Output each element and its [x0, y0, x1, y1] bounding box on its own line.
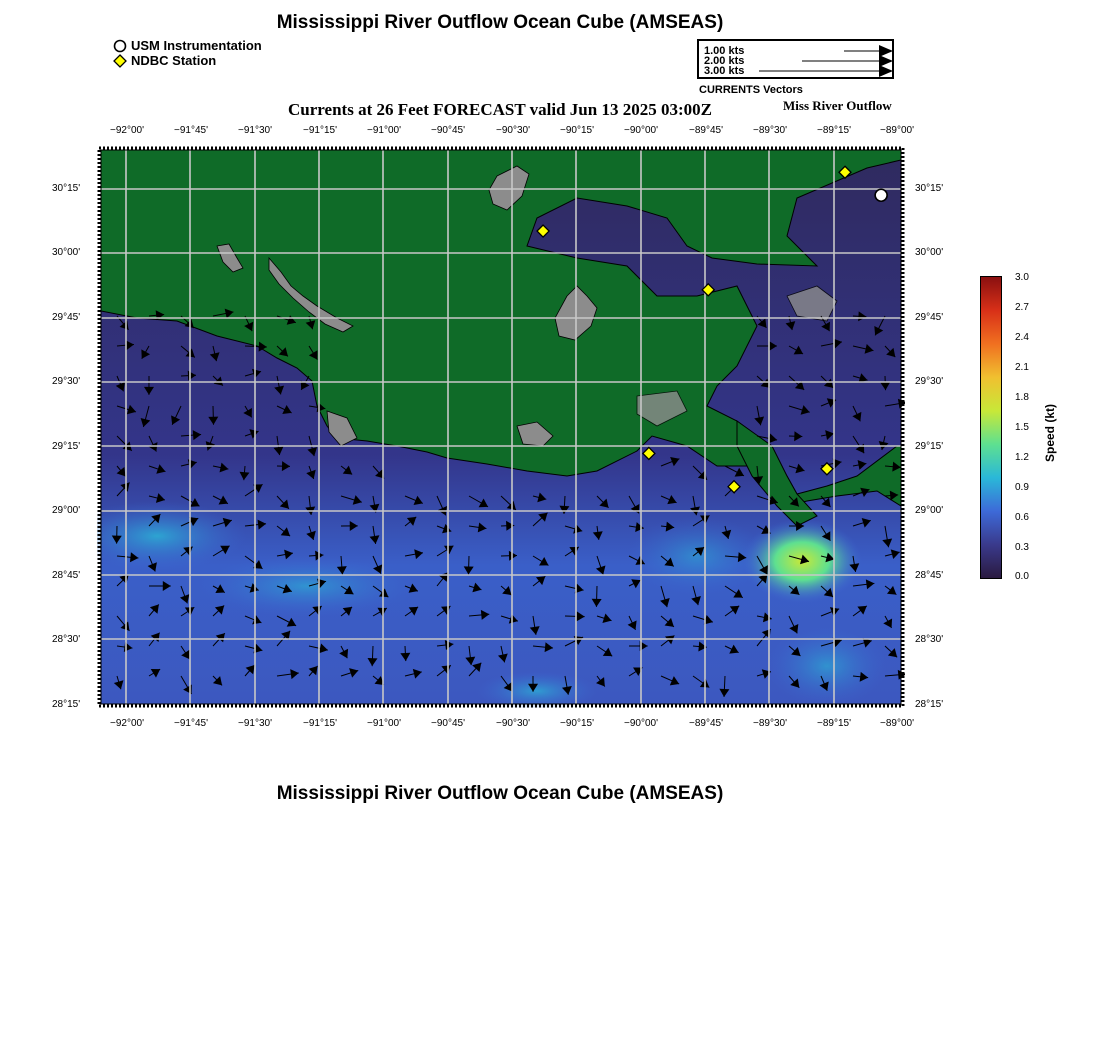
- legend-usm: [113, 38, 262, 53]
- lat-tick: 28°45': [915, 570, 944, 581]
- lon-tick: −91°00': [367, 125, 401, 136]
- lon-tick: −89°00': [880, 718, 914, 729]
- colorbar-tick: 2.1: [1015, 362, 1029, 373]
- lon-tick: −89°30': [753, 125, 787, 136]
- lon-tick: −89°15': [817, 718, 851, 729]
- vector-key: [697, 39, 894, 79]
- lat-tick: 29°00': [52, 505, 81, 516]
- lat-tick: 30°00': [52, 247, 81, 258]
- lon-tick: −92°00': [110, 125, 144, 136]
- current-speed-patch: [197, 556, 417, 616]
- lat-tick: 29°00': [915, 505, 944, 516]
- lon-tick: −91°45': [174, 125, 208, 136]
- lon-tick: −91°30': [238, 125, 272, 136]
- lat-tick: 28°30': [52, 634, 81, 645]
- yellow-diamond-icon: [113, 54, 127, 68]
- lat-tick: 30°00': [915, 247, 944, 258]
- vector-key-label: 2.00 kts: [704, 55, 745, 67]
- lon-tick: −91°15': [303, 125, 337, 136]
- region-label: Miss River Outflow: [783, 98, 892, 113]
- lon-tick: −91°45': [174, 718, 208, 729]
- lon-tick: −91°30': [238, 718, 272, 729]
- colorbar-gradient: [981, 277, 1001, 578]
- lat-tick: 29°30': [915, 376, 944, 387]
- lat-tick: 29°15': [915, 441, 944, 452]
- colorbar-tick: 1.2: [1015, 452, 1029, 463]
- colorbar-title: Speed (kt): [1043, 403, 1057, 462]
- footer-title: Mississippi River Outflow Ocean Cube (AMSEAS): [276, 783, 724, 804]
- lat-tick: 29°30': [52, 376, 81, 387]
- lat-tick: 28°45': [52, 570, 81, 581]
- colorbar-tick: 0.3: [1015, 542, 1029, 553]
- lon-tick: −92°00': [110, 718, 144, 729]
- lon-tick: −90°15': [560, 718, 594, 729]
- page-title: Mississippi River Outflow Ocean Cube (AMSEAS): [276, 12, 724, 33]
- map-subtitle: Currents at 26 Feet FORECAST valid Jun 13 2025 03:00Z: [288, 100, 712, 119]
- legend-ndbc: [113, 53, 216, 68]
- speed-colorbar: [980, 276, 1002, 579]
- vector-key-label: 1.00 kts: [704, 45, 745, 57]
- lat-tick: 28°15': [915, 699, 944, 710]
- lon-tick: −90°45': [431, 718, 465, 729]
- colorbar-tick: 0.9: [1015, 482, 1029, 493]
- lon-tick: −90°30': [496, 125, 530, 136]
- lat-tick: 28°15': [52, 699, 81, 710]
- legend-usm-label: USM Instrumentation: [131, 38, 262, 53]
- lon-tick: −89°15': [817, 125, 851, 136]
- colorbar-tick: 0.0: [1015, 571, 1029, 582]
- colorbar-tick: 1.8: [1015, 392, 1029, 403]
- lon-tick: −89°45': [689, 718, 723, 729]
- usm-station-marker[interactable]: [875, 189, 887, 201]
- vector-key-arrows: [699, 41, 894, 79]
- lon-tick: −90°45': [431, 125, 465, 136]
- colorbar-tick: 1.5: [1015, 422, 1029, 433]
- lat-tick: 30°15': [52, 183, 81, 194]
- legend-ndbc-label: NDBC Station: [131, 53, 217, 68]
- lat-tick: 29°45': [915, 312, 944, 323]
- lat-tick: 29°15': [52, 441, 81, 452]
- colorbar-tick: 0.6: [1015, 512, 1029, 523]
- lon-tick: −89°30': [753, 718, 787, 729]
- lat-tick: 29°45': [52, 312, 81, 323]
- current-speed-patch: [767, 626, 887, 706]
- lon-tick: −89°45': [689, 125, 723, 136]
- lat-tick: 30°15': [915, 183, 944, 194]
- lon-tick: −90°15': [560, 125, 594, 136]
- lon-tick: −91°00': [367, 718, 401, 729]
- lon-tick: −90°00': [624, 125, 658, 136]
- circle-marker-icon: [113, 39, 127, 53]
- currents-map: [97, 146, 905, 708]
- colorbar-tick: 3.0: [1015, 272, 1029, 283]
- lon-tick: −91°15': [303, 718, 337, 729]
- lon-tick: −90°30': [496, 718, 530, 729]
- vector-key-caption: CURRENTS Vectors: [699, 84, 803, 96]
- colorbar-tick: 2.4: [1015, 332, 1029, 343]
- lon-tick: −90°00': [624, 718, 658, 729]
- lat-tick: 28°30': [915, 634, 944, 645]
- lon-tick: −89°00': [880, 125, 914, 136]
- colorbar-tick: 2.7: [1015, 302, 1029, 313]
- vector-key-label: 3.00 kts: [704, 65, 745, 77]
